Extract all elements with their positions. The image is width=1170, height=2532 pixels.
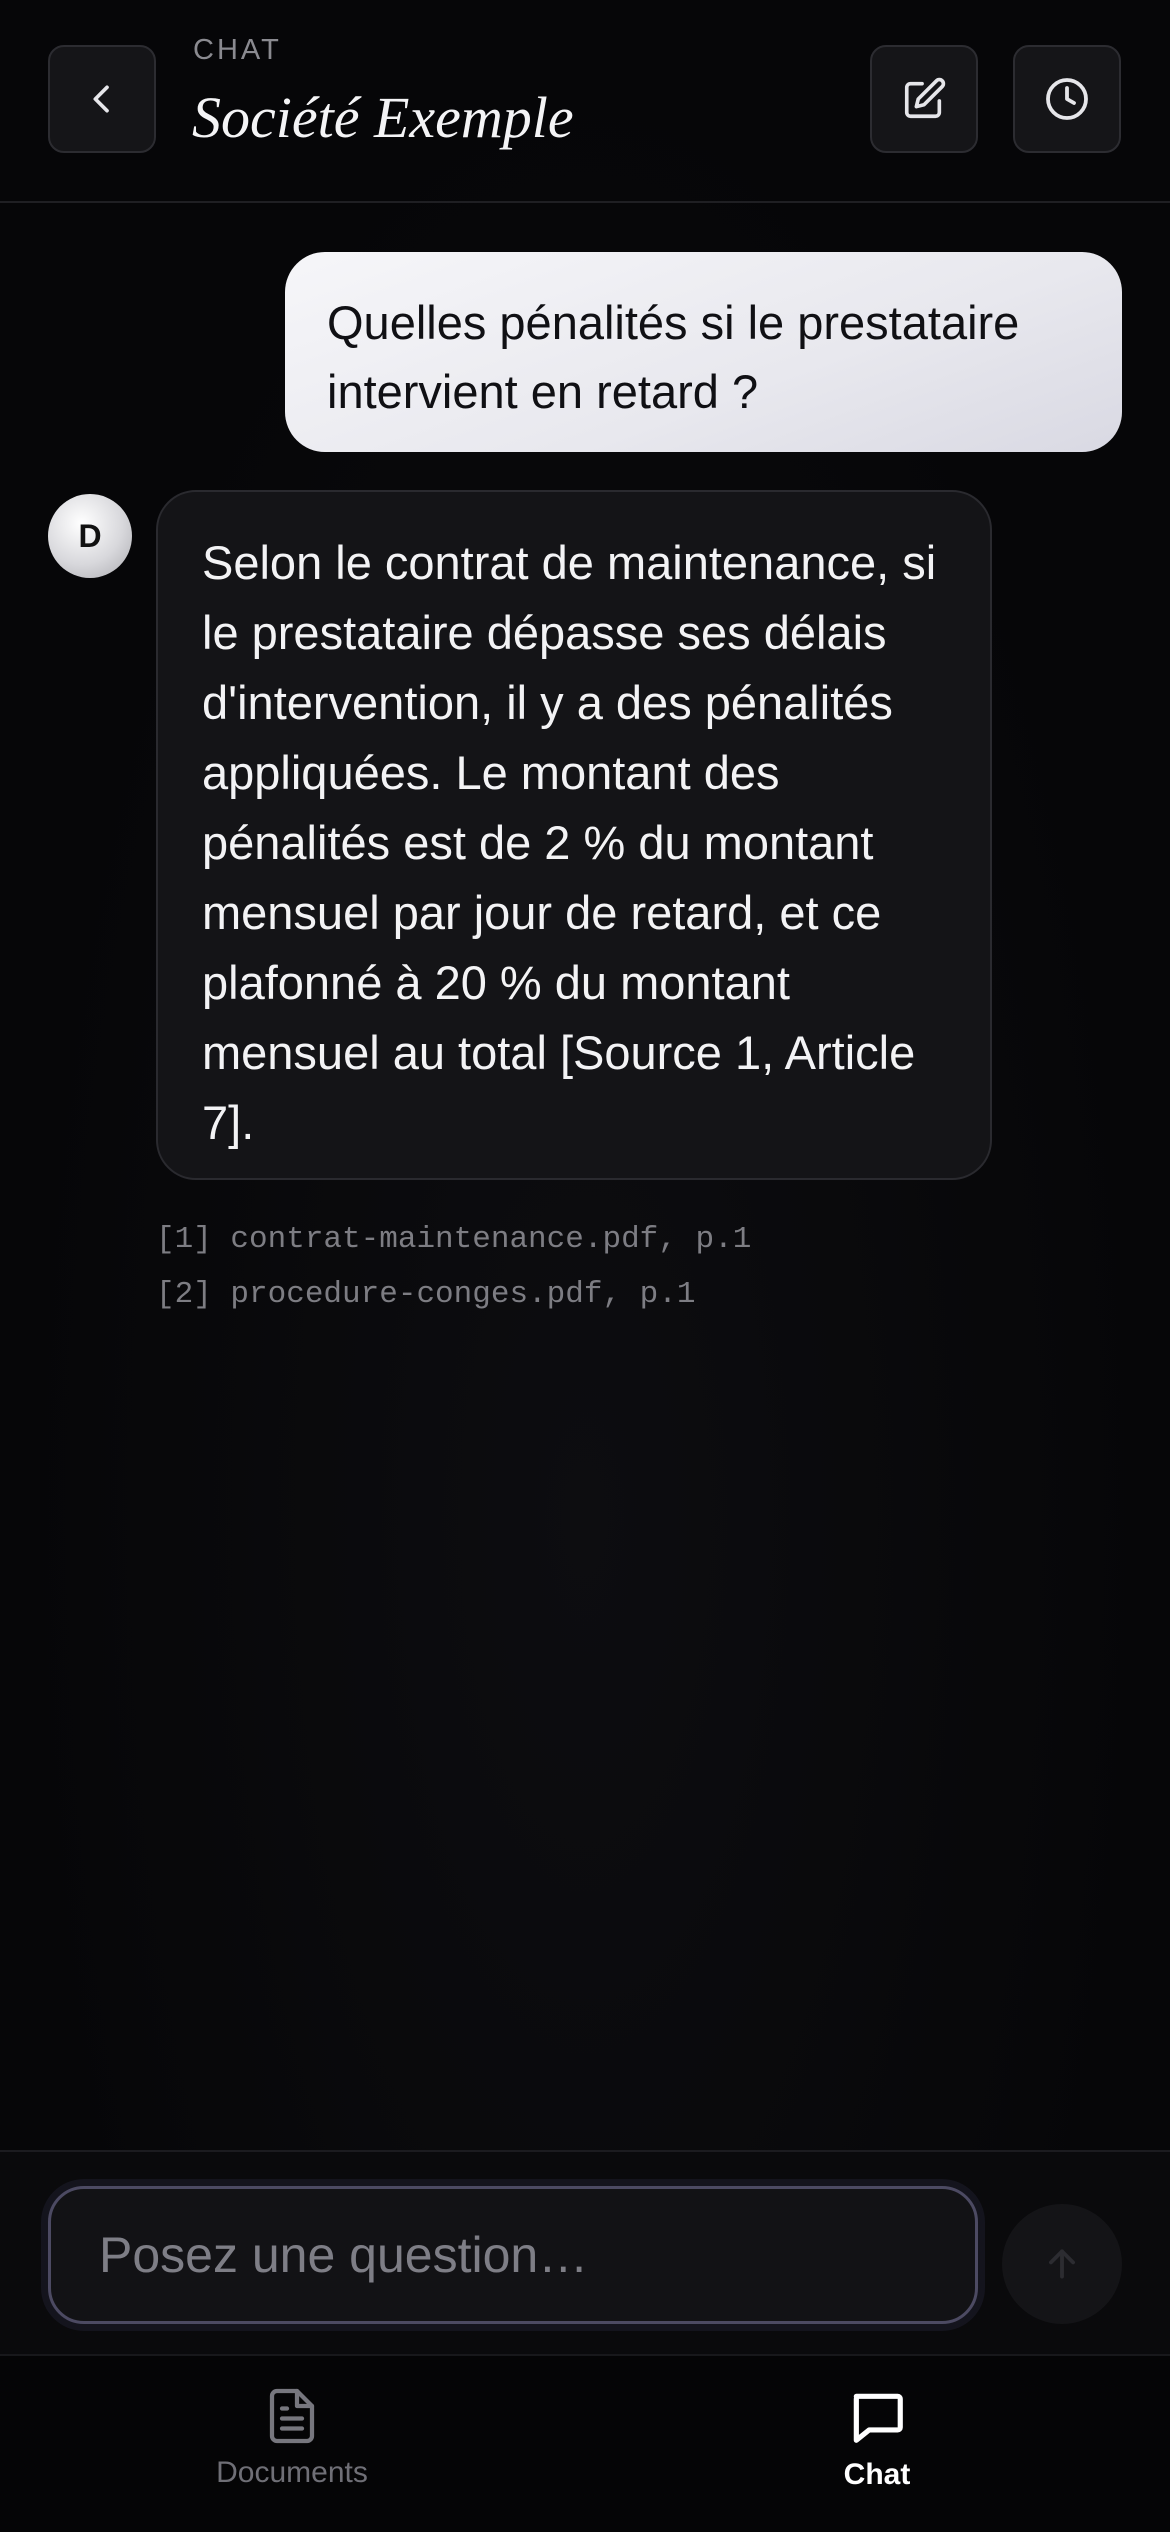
source-item[interactable]: [2] procedure-conges.pdf, p.1 [156,1277,696,1312]
header [0,0,1170,203]
assistant-avatar: D [48,494,132,578]
question-input-wrapper [48,2186,978,2324]
arrow-up-icon [1043,2245,1081,2283]
document-icon [262,2386,322,2446]
send-button[interactable] [1002,2204,1122,2324]
header-kicker: CHAT [193,34,282,66]
clock-icon [1043,75,1091,123]
tab-bar [0,2354,1170,2532]
question-input[interactable] [51,2189,975,2321]
new-chat-button[interactable] [870,45,978,153]
history-button[interactable] [1013,45,1121,153]
tab-chat-label: Chat [843,2458,911,2491]
assistant-message: Selon le contrat de maintenance, si le prestataire dépasse ses délais d'intervention, il y a des pénalités appliquées. Le montant des pénalités est de 2 % du montant mensuel par jour de retard, et ce plafonné à 20 % du montant mensuel au total [Source 1, Article 7]. [156,490,992,1180]
composer [0,2150,1170,2354]
source-list [156,1212,1056,1322]
source-item[interactable]: [1] contrat-maintenance.pdf, p.1 [156,1222,752,1257]
tab-documents-label: Documents [216,2456,368,2489]
page-title: Société Exemple [192,85,574,150]
chevron-left-icon [82,79,122,119]
tab-documents[interactable] [162,2386,422,2506]
back-button[interactable] [48,45,156,153]
edit-icon [901,76,947,122]
user-message: Quelles pénalités si le prestataire intervient en retard ? [285,252,1122,452]
chat-bubble-icon [846,2386,908,2448]
tab-chat[interactable] [747,2386,1007,2506]
